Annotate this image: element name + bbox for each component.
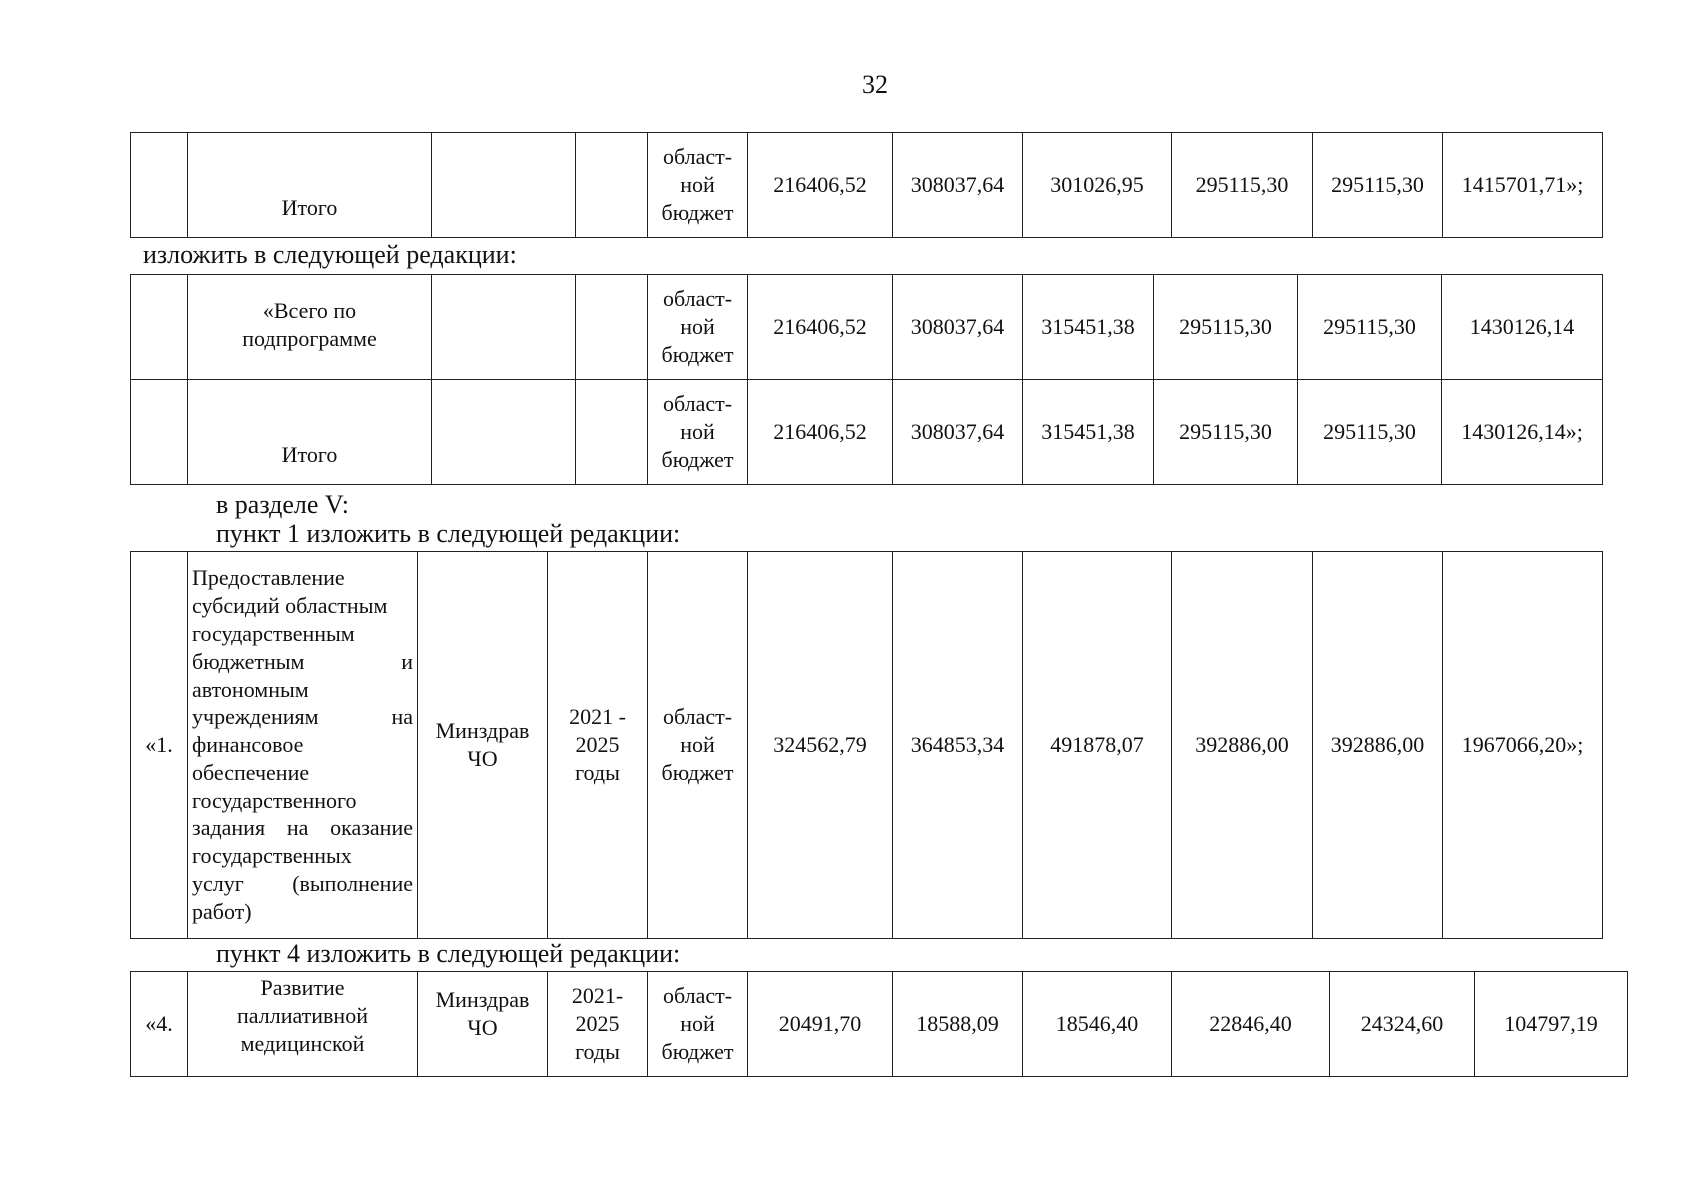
executor-cell [418, 552, 548, 939]
value-cell: 295115,30 [1313, 133, 1443, 238]
budget-line: ной [680, 419, 715, 444]
empty-cell [576, 380, 648, 485]
name-line: финансовое [192, 732, 304, 758]
name-line: учреждениям на [192, 704, 413, 730]
table-itogo-new [130, 274, 1603, 485]
value-cell: 295115,30 [1154, 380, 1298, 485]
budget-line: област- [662, 286, 733, 311]
budget-line: ной [680, 1011, 715, 1036]
budget-line: бюджет [661, 1039, 734, 1064]
value-cell: 491878,07 [1023, 552, 1172, 939]
value-cell: 295115,30 [1298, 275, 1442, 380]
budget-line: област- [662, 391, 733, 416]
value-cell: 22846,40 [1172, 972, 1330, 1077]
empty-cell [131, 275, 188, 380]
budget-line: ной [680, 172, 715, 197]
name-line: задания на оказание [192, 815, 413, 841]
value-cell: 392886,00 [1172, 552, 1313, 939]
page-number: 32 [862, 70, 888, 99]
value-cell: 295115,30 [1172, 133, 1313, 238]
value-cell: 315451,38 [1023, 380, 1154, 485]
empty-cell [576, 275, 648, 380]
table-item-1 [130, 551, 1603, 939]
empty-cell [131, 133, 188, 238]
budget-line: област- [662, 704, 733, 729]
name-line: работ) [192, 898, 252, 924]
item-name [188, 972, 418, 1077]
executor-line: Минздрав [435, 718, 530, 743]
value-cell: 392886,00 [1313, 552, 1443, 939]
value-cell: 295115,30 [1154, 275, 1298, 380]
executor-cell [418, 972, 548, 1077]
name-line: паллиативной [237, 1003, 368, 1028]
budget-line: бюджет [661, 447, 734, 472]
budget-line: област- [662, 144, 733, 169]
value-cell: 20491,70 [748, 972, 893, 1077]
executor-line: ЧО [467, 1015, 498, 1040]
period-cell [548, 552, 648, 939]
budget-line: област- [662, 983, 733, 1008]
budget-line: ной [680, 732, 715, 757]
empty-cell [432, 275, 576, 380]
executor-line: ЧО [467, 746, 498, 771]
period-line: 2021- [571, 983, 624, 1008]
empty-cell [432, 380, 576, 485]
name-line: государственных [192, 843, 352, 869]
period-line: 2021 - [569, 704, 626, 729]
period-line: годы [575, 760, 620, 785]
item-number: «1. [131, 552, 188, 939]
row-label: Итого [188, 380, 432, 485]
value-cell: 364853,34 [893, 552, 1023, 939]
table-itogo-old [130, 132, 1603, 238]
name-line: услуг (выполнение [192, 871, 413, 897]
value-cell: 216406,52 [748, 275, 893, 380]
empty-cell [576, 133, 648, 238]
value-cell: 1415701,71»; [1443, 133, 1603, 238]
budget-cell [648, 552, 748, 939]
period-line: годы [575, 1039, 620, 1064]
item-number: «4. [131, 972, 188, 1077]
budget-line: ной [680, 314, 715, 339]
row-label [188, 275, 432, 380]
empty-cell [131, 380, 188, 485]
name-line: автономным [192, 676, 309, 702]
name-line: бюджетным и [192, 648, 413, 674]
budget-cell [648, 133, 748, 238]
value-cell: 104797,19 [1475, 972, 1628, 1077]
value-cell: 24324,60 [1330, 972, 1475, 1077]
name-line: медицинской [240, 1031, 365, 1056]
value-cell: 216406,52 [748, 380, 893, 485]
budget-cell [648, 275, 748, 380]
label-line: подпрограмме [242, 326, 377, 351]
period-line: 2025 [575, 732, 620, 757]
name-line: Предоставление [192, 565, 345, 591]
period-cell [548, 972, 648, 1077]
paragraph-item-4-instruction: пункт 4 изложить в следующей редакции: [216, 939, 681, 968]
paragraph-edit-instruction: изложить в следующей редакции: [143, 240, 517, 269]
value-cell: 216406,52 [748, 133, 893, 238]
budget-line: бюджет [661, 200, 734, 225]
budget-line: бюджет [661, 342, 734, 367]
value-cell: 324562,79 [748, 552, 893, 939]
period-line: 2025 [575, 1011, 620, 1036]
paragraph-item-1-instruction: пункт 1 изложить в следующей редакции: [216, 519, 681, 548]
table-item-4 [130, 971, 1628, 1077]
value-cell: 295115,30 [1298, 380, 1442, 485]
budget-cell [648, 380, 748, 485]
empty-cell [432, 133, 576, 238]
name-line: субсидий областным [192, 593, 388, 619]
row-label: Итого [188, 133, 432, 238]
name-line: Развитие [260, 975, 345, 1000]
name-line: государственного [192, 787, 357, 813]
value-cell: 308037,64 [893, 133, 1023, 238]
budget-line: бюджет [661, 760, 734, 785]
paragraph-section: в разделе V: [216, 490, 349, 519]
value-cell: 1967066,20»; [1443, 552, 1603, 939]
item-name [188, 552, 418, 939]
value-cell: 308037,64 [893, 380, 1023, 485]
label-line: «Всего по [262, 298, 357, 323]
value-cell: 308037,64 [893, 275, 1023, 380]
name-line: государственным [192, 620, 355, 646]
value-cell: 1430126,14 [1442, 275, 1603, 380]
value-cell: 18588,09 [893, 972, 1023, 1077]
value-cell: 18546,40 [1023, 972, 1172, 1077]
budget-cell [648, 972, 748, 1077]
value-cell: 1430126,14»; [1442, 380, 1603, 485]
executor-line: Минздрав [435, 987, 530, 1012]
value-cell: 315451,38 [1023, 275, 1154, 380]
name-line: обеспечение [192, 759, 310, 785]
value-cell: 301026,95 [1023, 133, 1172, 238]
